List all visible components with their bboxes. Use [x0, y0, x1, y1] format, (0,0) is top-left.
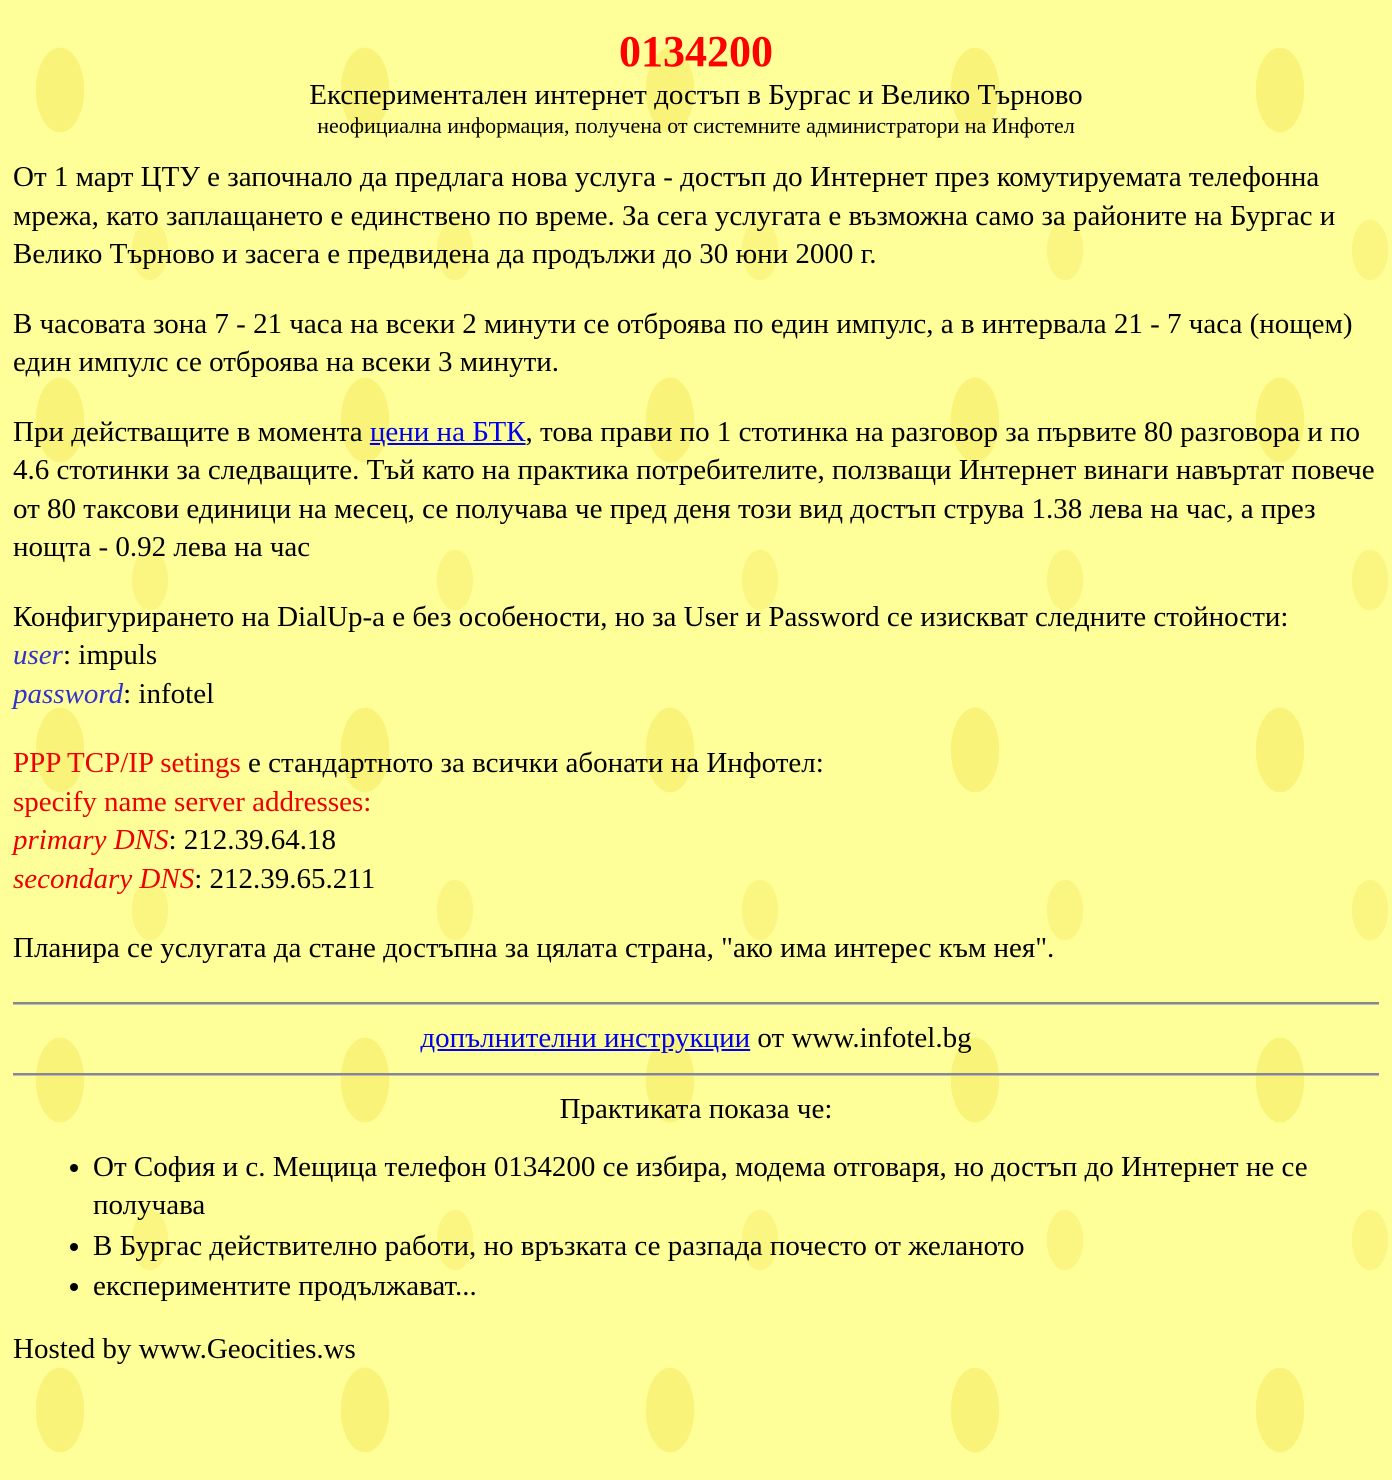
secondary-dns-label: secondary DNS	[13, 862, 195, 895]
pricing-paragraph	[13, 413, 1379, 567]
password-label: password	[13, 677, 124, 710]
divider-bottom	[13, 1073, 1379, 1076]
list-item: • експериментите продължават...	[93, 1267, 1379, 1306]
dns-header: specify name server addresses:	[13, 785, 372, 818]
config-paragraph	[13, 598, 1379, 714]
page-title: 0134200	[619, 27, 773, 76]
pricing-text-before: При действащите в момента	[13, 415, 370, 448]
btk-prices-link[interactable]: цени на БТК	[369, 415, 526, 448]
page-subtitle: Експериментален интернет достъп в Бургас и Велико Търново	[309, 79, 1083, 111]
secondary-dns-value: : 212.39.65.211	[194, 862, 376, 895]
impulse-paragraph: В часовата зона 7 - 21 часа на всеки 2 минути се отброява по един импулс, а в интервала 21 - 7 часа (нощем) един импулс се отброява на всеки 3 минути.	[13, 307, 1353, 378]
footer-hosted-by: Hosted by www.Geocities.ws	[13, 1332, 356, 1365]
instructions-link[interactable]: допълнителни инструкции	[420, 1021, 751, 1054]
user-value: : impuls	[62, 639, 158, 671]
password-value: : infotel	[123, 677, 215, 710]
tcpip-paragraph	[13, 744, 1379, 898]
list-item: • От София и с. Мещица телефон 0134200 се избира, модема отговаря, но достъп до Интернет не се получава	[93, 1148, 1379, 1225]
list-item: • В Бургас действително работи, но връзката се разпада почесто от желаното	[93, 1227, 1379, 1266]
primary-dns-value: : 212.39.64.18	[168, 824, 337, 856]
page-note: неофициална информация, получена от системните администратори на Инфотел	[317, 113, 1075, 138]
practice-heading: Практиката показа че:	[559, 1092, 833, 1125]
instructions-text: от www.infotel.bg	[750, 1021, 972, 1054]
tcpip-text: е стандартното за всички абонати на Инфотел:	[240, 747, 824, 779]
instructions-line	[13, 1019, 1379, 1057]
pricing-text-after: , това прави по 1 стотинка на разговор за първите 80 разговора и по 4.6 стотинки за следващите. Тъй като на практика потребителите, ползващи Интернет винаги навъртат повече от 80 таксови единици на месец, се получава че пред деня този вид достъп струва 1.38 лева на час, а през нощта - 0.92 лева на час	[13, 415, 1375, 563]
practice-list	[13, 1148, 1379, 1306]
config-text: Конфигурирането на DialUp-а е без особености, но за User и Password се изискват следните стойности:	[13, 600, 1289, 633]
tcpip-label: PPP TCP/IP setings	[13, 747, 241, 779]
user-label: user	[13, 639, 63, 671]
intro-paragraph: От 1 март ЦТУ е започнало да предлага нова услуга - достъп до Интернет през комутируемата телефонна мрежа, като заплащането е единствено по време. За сега услугата е възможна само за районите на Бургас и Велико Търново и засега е предвидена да продължи до 30 юни 2000 г.	[13, 161, 1336, 270]
divider-top	[13, 1002, 1379, 1005]
primary-dns-label: primary DNS	[13, 824, 169, 856]
plan-paragraph: Планира се услугата да стане достъпна за цялата страна, "ако има интерес към нея".	[13, 932, 1055, 964]
